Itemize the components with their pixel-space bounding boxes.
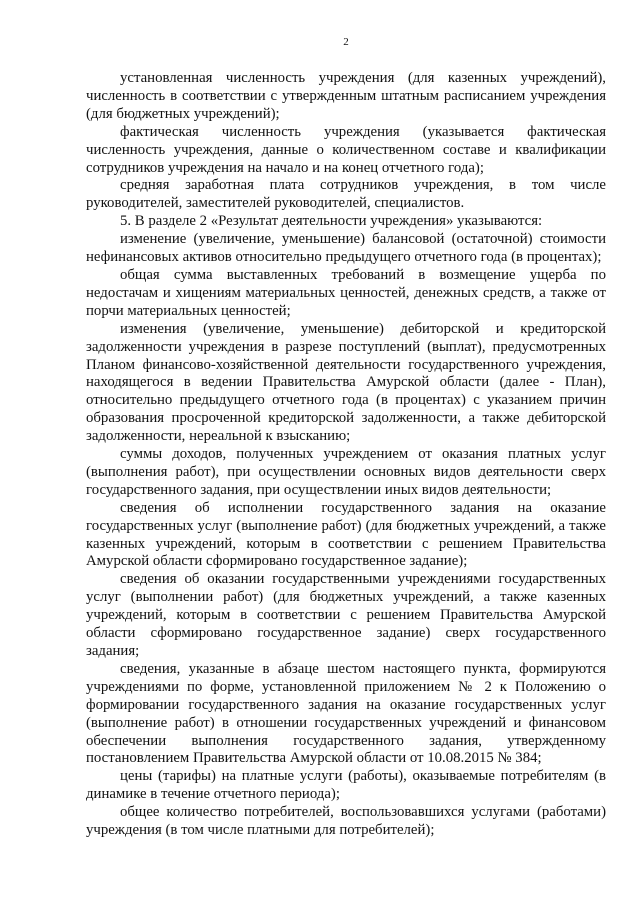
paragraph: суммы доходов, полученных учреждением от оказания платных услуг (выполнения работ), при осуществлении основных видов деятельности сверх государственного задания, при осуществлении иных видов деятельности; [86, 446, 606, 498]
page-number: 2 [343, 36, 349, 48]
section-heading-paragraph: 5. В разделе 2 «Результат деятельности учреждения» указываются: [120, 213, 543, 230]
paragraph: цены (тарифы) на платные услуги (работы), оказываемые потребителям (в динамике в течение отчетного периода); [86, 768, 606, 803]
paragraph: сведения об оказании государственными учреждениями государственных услуг (выполнении работ) (для бюджетных учреждений, а также казенных учреждений, которым в соответствии с решением Правительства Амурской области сформировано государственное задание) сверх государственного задания; [86, 571, 606, 659]
paragraph: сведения, указанные в абзаце шестом настоящего пункта, формируются учреждениями по форме, установленной приложением № 2 к Положению о формировании государственного задания на оказание государственных услуг (выполнение работ) в отношении государственных учреждений и финансовом обеспечении выполнения государственного задания, утвержденному постановлением Правительства Амурской области от 10.08.2015 № 384; [86, 660, 606, 767]
document-body [86, 70, 606, 840]
paragraph: фактическая численность учреждения (указывается фактическая численность учреждения, данные о количественном составе и квалификации сотрудников учреждения на начало и на конец отчетного года); [86, 123, 606, 176]
paragraph: средняя заработная плата сотрудников учреждения, в том числе руководителей, заместителей руководителей, специалистов. [86, 177, 606, 212]
paragraph: изменения (увеличение, уменьшение) дебиторской и кредиторской задолженности учреждения в разрезе поступлений (выплат), предусмотренных Планом финансово-хозяйственной деятельности государственного учреждения, находящегося в ведении Правительства Амурской области (далее - План), относительно предыдущего отчетного года (в процентах) с указанием причин образования просроченной кредиторской задолженности, а также дебиторской задолженности, нереальной к взысканию; [86, 320, 606, 445]
paragraph: общее количество потребителей, воспользовавшихся услугами (работами) учреждения (в том числе платными для потребителей); [86, 804, 606, 839]
paragraph: общая сумма выставленных требований в возмещение ущерба по недостачам и хищениям материальных ценностей, денежных средств, а также от порчи материальных ценностей; [86, 266, 606, 319]
paragraph: изменение (увеличение, уменьшение) балансовой (остаточной) стоимости нефинансовых активов относительно предыдущего отчетного года (в процентах); [86, 231, 606, 266]
paragraph: установленная численность учреждения (для казенных учреждений), численность в соответствии с утвержденным штатным расписанием учреждения (для бюджетных учреждений); [86, 70, 606, 122]
paragraph: сведения об исполнении государственного задания на оказание государственных услуг (выполнение работ) (для бюджетных учреждений, а также казенных учреждений, которым в соответствии с решением Правительства Амурской области сформировано государственное задание); [86, 499, 606, 570]
